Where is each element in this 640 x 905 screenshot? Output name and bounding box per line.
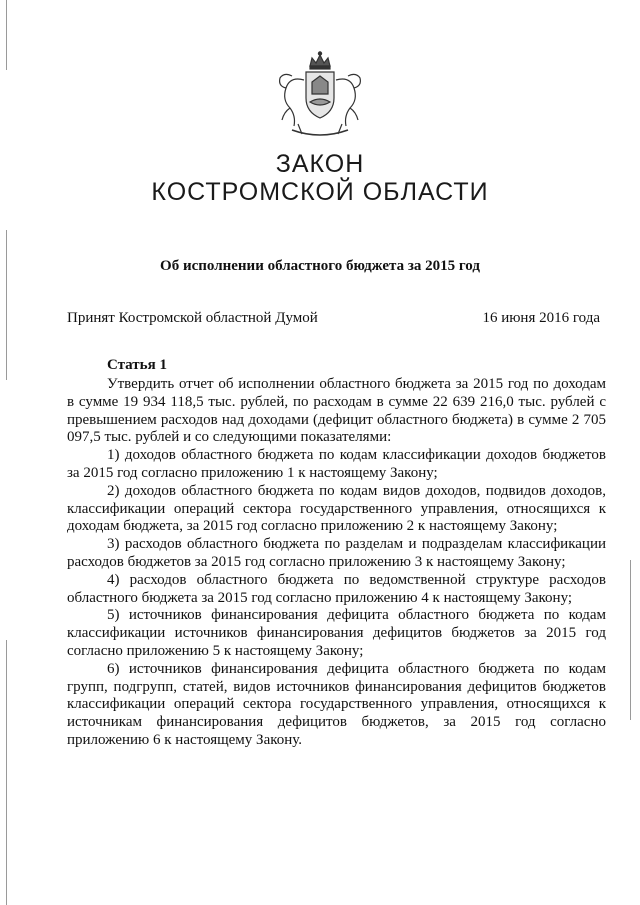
article-heading: Статья 1	[107, 357, 167, 373]
scan-edge-line	[630, 560, 631, 720]
scan-edge-line	[6, 640, 7, 905]
list-item: 3) расходов областного бюджета по разделам и подразделам классификации расходов бюджетов за 2015 год согласно приложению 3 к настоящему Закону;	[67, 536, 606, 570]
list-item: 5) источников финансирования дефицита областного бюджета по кодам классификации источников финансирования дефицитов бюджетов за 2015 год согласно приложению 5 к настоящему Закону;	[67, 607, 606, 659]
adopted-by: Принят Костромской областной Думой	[67, 310, 318, 326]
region-title: КОСТРОМСКОЙ ОБЛАСТИ	[151, 178, 489, 206]
adoption-date: 16 июня 2016 года	[482, 310, 600, 326]
list-item: 1) доходов областного бюджета по кодам классификации доходов бюджетов за 2015 год согласно приложению 1 к настоящему Закону;	[67, 447, 606, 481]
scan-edge-line	[6, 0, 7, 70]
article-intro: Утвердить отчет об исполнении областного бюджета за 2015 год по доходам в сумме 19 934 118,5 тыс. рублей, по расходам в сумме 22 639 216,0 тыс. рублей с превышением расходов над доходами (дефицит областного бюджета) в сумме 2 705 097,5 тыс. рублей и со следующими показателями:	[67, 376, 606, 446]
document-title: Об исполнении областного бюджета за 2015 год	[160, 258, 480, 274]
coat-of-arms-emblem	[272, 50, 368, 140]
list-item: 4) расходов областного бюджета по ведомственной структуре расходов областного бюджета за 2015 год согласно приложению 4 к настоящему Закону;	[67, 571, 606, 606]
list-item: 2) доходов областного бюджета по кодам видов доходов, подвидов доходов, классификации операций сектора государственного управления, относящихся к доходам бюджета, за 2015 год согласно приложению 2 к настоящему Закону;	[67, 482, 606, 535]
law-title: ЗАКОН	[275, 150, 365, 178]
list-item: 6) источников финансирования дефицита областного бюджета по кодам групп, подгрупп, статей, видов источников финансирования дефицитов бюджетов классификации операций сектора государственного управления, относящихся к источникам финансирования дефицитов бюджетов, за 2015 год согласно приложению 6 к настоящему Закону.	[67, 660, 606, 748]
scan-edge-line	[6, 230, 7, 380]
article-body	[67, 376, 606, 750]
